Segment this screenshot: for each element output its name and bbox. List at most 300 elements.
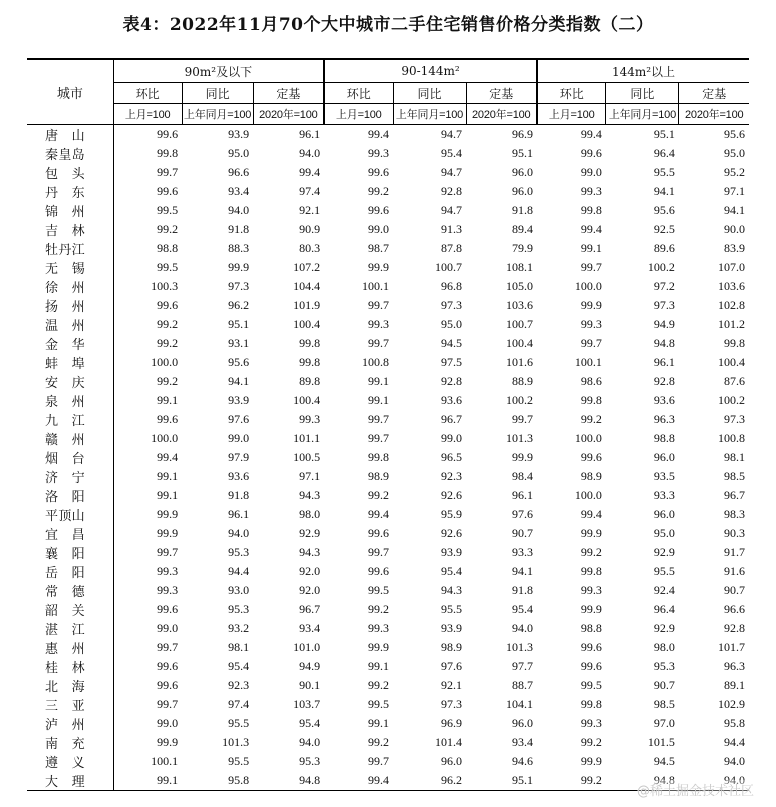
price-index-table: [27, 58, 749, 791]
index-value-cell: 99.9: [368, 260, 390, 274]
index-value-cell: 101.3: [505, 431, 533, 445]
index-value-cell: 104.1: [505, 697, 533, 711]
index-value-cell: 92.6: [441, 488, 463, 502]
index-value-cell: 98.8: [157, 241, 179, 255]
city-cell: 襄阳: [27, 543, 113, 562]
index-value-cell: 99.4: [580, 222, 602, 236]
index-value-cell: 96.8: [441, 279, 463, 293]
city-cell: 蚌埠: [27, 353, 113, 372]
index-value-cell: 99.4: [368, 127, 390, 141]
index-value-cell: 91.8: [228, 222, 250, 236]
index-value-cell: 92.0: [299, 564, 321, 578]
city-cell: 包头: [27, 163, 113, 182]
index-value-cell: 93.4: [299, 621, 321, 635]
table-row: [27, 296, 749, 315]
index-value-cell: 99.6: [157, 184, 179, 198]
index-value-cell: 101.0: [293, 640, 321, 654]
index-value-cell: 94.4: [724, 735, 745, 749]
index-value-cell: 107.0: [718, 260, 745, 274]
index-value-cell: 96.0: [511, 716, 533, 730]
index-value-cell: 93.0: [228, 583, 250, 597]
city-cell: 九江: [27, 410, 113, 429]
index-value-cell: 94.0: [299, 735, 321, 749]
index-value-cell: 92.8: [441, 374, 463, 388]
table-row: [27, 714, 749, 733]
index-value-cell: 94.0: [228, 526, 250, 540]
index-value-cell: 90.7: [653, 678, 675, 692]
index-value-cell: 99.7: [368, 412, 390, 426]
index-value-cell: 96.7: [441, 412, 463, 426]
table-row: [27, 505, 749, 524]
index-value-cell: 100.4: [505, 336, 533, 350]
index-value-cell: 99.3: [157, 564, 179, 578]
table-row: [27, 353, 749, 372]
index-value-cell: 91.8: [228, 488, 250, 502]
index-value-cell: 99.2: [368, 602, 390, 616]
city-cell: 丹东: [27, 182, 113, 201]
index-value-cell: 99.4: [580, 127, 602, 141]
index-value-cell: 101.5: [647, 735, 675, 749]
city-cell: 无锡: [27, 258, 113, 277]
index-value-cell: 99.5: [368, 697, 390, 711]
index-value-cell: 99.2: [368, 488, 390, 502]
index-value-cell: 101.1: [293, 431, 321, 445]
index-value-cell: 99.4: [580, 507, 602, 521]
index-value-cell: 101.3: [222, 735, 250, 749]
table-row: [27, 163, 749, 182]
index-value-cell: 92.6: [441, 526, 463, 540]
index-value-cell: 95.5: [228, 754, 250, 768]
city-cell: 平顶山: [27, 505, 113, 524]
index-value-cell: 94.7: [441, 127, 463, 141]
index-value-cell: 99.3: [157, 583, 179, 597]
table-row: [27, 277, 749, 296]
index-value-cell: 97.3: [653, 298, 675, 312]
index-value-cell: 99.2: [157, 374, 179, 388]
index-value-cell: 99.1: [580, 241, 602, 255]
index-value-cell: 94.0: [228, 203, 250, 217]
index-value-cell: 99.3: [368, 621, 390, 635]
city-cell: 大理: [27, 771, 113, 790]
index-value-cell: 99.2: [157, 317, 179, 331]
index-value-cell: 99.0: [228, 431, 250, 445]
index-value-cell: 98.0: [653, 640, 675, 654]
table-row: [27, 220, 749, 239]
table-row: [27, 562, 749, 581]
index-value-cell: 99.9: [580, 602, 602, 616]
index-value-cell: 97.4: [299, 184, 321, 198]
index-value-cell: 97.3: [724, 412, 745, 426]
index-value-cell: 95.5: [441, 602, 463, 616]
group-header-medium: 90-144m²: [324, 60, 537, 83]
index-value-cell: 95.5: [228, 716, 250, 730]
index-value-cell: 100.7: [435, 260, 463, 274]
index-value-cell: 99.6: [368, 526, 390, 540]
index-value-cell: 99.9: [157, 735, 179, 749]
index-value-cell: 97.1: [724, 184, 745, 198]
index-value-cell: 93.2: [228, 621, 250, 635]
index-value-cell: 91.7: [724, 545, 745, 559]
index-value-cell: 96.0: [511, 165, 533, 179]
index-value-cell: 89.4: [511, 222, 533, 236]
index-value-cell: 99.5: [368, 583, 390, 597]
table-row: [27, 619, 749, 638]
index-value-cell: 99.1: [157, 393, 179, 407]
index-value-cell: 95.1: [511, 773, 533, 787]
index-value-cell: 99.4: [157, 450, 179, 464]
city-cell: 北海: [27, 676, 113, 695]
index-value-cell: 96.4: [653, 146, 675, 160]
index-value-cell: 99.1: [157, 469, 179, 483]
index-value-cell: 99.6: [580, 640, 602, 654]
index-value-cell: 92.4: [653, 583, 675, 597]
city-cell: 三亚: [27, 695, 113, 714]
index-value-cell: 94.3: [441, 583, 463, 597]
index-value-cell: 105.0: [505, 279, 533, 293]
table-row: [27, 638, 749, 657]
index-value-cell: 99.7: [368, 336, 390, 350]
index-value-cell: 100.1: [574, 355, 602, 369]
index-value-cell: 95.6: [653, 203, 675, 217]
table-row: [27, 410, 749, 429]
index-value-cell: 99.8: [580, 697, 602, 711]
index-value-cell: 99.1: [368, 393, 390, 407]
table-row: [27, 733, 749, 752]
group-header-large: 144m²以上: [537, 60, 749, 83]
index-value-cell: 95.0: [724, 146, 745, 160]
table-row: [27, 372, 749, 391]
index-value-cell: 87.6: [724, 374, 745, 388]
index-value-cell: 99.7: [368, 754, 390, 768]
index-value-cell: 100.2: [647, 260, 675, 274]
table-row: [27, 467, 749, 486]
table-row: [27, 125, 749, 145]
index-value-cell: 94.5: [653, 754, 675, 768]
index-value-cell: 98.1: [228, 640, 250, 654]
index-value-cell: 99.8: [580, 393, 602, 407]
index-value-cell: 96.9: [441, 716, 463, 730]
index-value-cell: 95.1: [228, 317, 250, 331]
index-value-cell: 90.1: [299, 678, 321, 692]
index-value-cell: 100.1: [151, 754, 179, 768]
index-value-cell: 99.3: [368, 146, 390, 160]
base-header: 上月=100: [113, 104, 182, 125]
index-value-cell: 92.5: [653, 222, 675, 236]
table-row: [27, 391, 749, 410]
index-value-cell: 95.0: [653, 526, 675, 540]
index-value-cell: 94.0: [299, 146, 321, 160]
city-cell: 烟台: [27, 448, 113, 467]
index-value-cell: 99.8: [299, 336, 321, 350]
index-value-cell: 91.8: [511, 583, 533, 597]
index-value-cell: 92.3: [441, 469, 463, 483]
index-value-cell: 100.8: [362, 355, 390, 369]
index-value-cell: 98.7: [368, 241, 390, 255]
index-value-cell: 92.3: [228, 678, 250, 692]
index-value-cell: 98.9: [441, 640, 463, 654]
city-cell: 惠州: [27, 638, 113, 657]
index-value-cell: 93.9: [441, 621, 463, 635]
index-value-cell: 99.3: [580, 583, 602, 597]
index-value-cell: 96.7: [724, 488, 745, 502]
index-value-cell: 94.8: [299, 773, 321, 787]
index-value-cell: 91.6: [724, 564, 745, 578]
city-cell: 安庆: [27, 372, 113, 391]
table-row: [27, 315, 749, 334]
index-value-cell: 83.9: [724, 241, 745, 255]
index-value-cell: 90.7: [511, 526, 533, 540]
metric-header: 同比: [393, 83, 466, 104]
index-value-cell: 80.3: [299, 241, 321, 255]
index-value-cell: 96.0: [441, 754, 463, 768]
index-value-cell: 100.0: [151, 431, 179, 445]
base-header: 上年同月=100: [182, 104, 253, 125]
table-row: [27, 429, 749, 448]
index-value-cell: 92.9: [299, 526, 321, 540]
index-value-cell: 98.9: [368, 469, 390, 483]
city-cell: 秦皇岛: [27, 144, 113, 163]
index-value-cell: 99.8: [580, 203, 602, 217]
index-value-cell: 89.8: [299, 374, 321, 388]
index-value-cell: 95.0: [441, 317, 463, 331]
index-value-cell: 108.1: [505, 260, 533, 274]
index-value-cell: 79.9: [511, 241, 533, 255]
city-cell: 洛阳: [27, 486, 113, 505]
city-cell: 南充: [27, 733, 113, 752]
index-value-cell: 99.9: [580, 298, 602, 312]
index-value-cell: 98.8: [580, 621, 602, 635]
base-header: 上年同月=100: [606, 104, 679, 125]
index-value-cell: 97.7: [511, 659, 533, 673]
index-value-cell: 99.7: [368, 298, 390, 312]
index-value-cell: 101.3: [505, 640, 533, 654]
index-value-cell: 99.4: [368, 773, 390, 787]
index-value-cell: 97.5: [441, 355, 463, 369]
city-cell: 唐山: [27, 125, 113, 145]
index-value-cell: 99.7: [368, 431, 390, 445]
index-value-cell: 91.3: [441, 222, 463, 236]
index-value-cell: 94.0: [511, 621, 533, 635]
index-value-cell: 99.7: [580, 336, 602, 350]
index-value-cell: 90.3: [724, 526, 745, 540]
index-value-cell: 99.9: [228, 260, 250, 274]
index-value-cell: 100.8: [718, 431, 745, 445]
index-value-cell: 94.1: [511, 564, 533, 578]
index-value-cell: 94.0: [724, 773, 745, 787]
table-row: [27, 201, 749, 220]
index-value-cell: 95.9: [441, 507, 463, 521]
index-value-cell: 100.0: [574, 279, 602, 293]
index-value-cell: 99.8: [299, 355, 321, 369]
city-cell: 岳阳: [27, 562, 113, 581]
table-row: [27, 524, 749, 543]
index-value-cell: 96.2: [441, 773, 463, 787]
index-value-cell: 99.6: [368, 564, 390, 578]
index-value-cell: 91.8: [511, 203, 533, 217]
index-value-cell: 99.9: [157, 526, 179, 540]
index-value-cell: 99.6: [157, 127, 179, 141]
base-header: 上年同月=100: [393, 104, 466, 125]
index-value-cell: 93.6: [441, 393, 463, 407]
table-row: [27, 581, 749, 600]
city-cell: 金华: [27, 334, 113, 353]
index-value-cell: 100.0: [574, 431, 602, 445]
index-value-cell: 100.3: [151, 279, 179, 293]
index-value-cell: 100.0: [574, 488, 602, 502]
index-value-cell: 98.5: [653, 697, 675, 711]
index-value-cell: 93.5: [653, 469, 675, 483]
index-value-cell: 90.7: [724, 583, 745, 597]
index-value-cell: 92.1: [299, 203, 321, 217]
index-value-cell: 99.6: [157, 602, 179, 616]
city-cell: 桂林: [27, 657, 113, 676]
index-value-cell: 95.1: [511, 146, 533, 160]
index-value-cell: 94.8: [653, 336, 675, 350]
index-value-cell: 104.4: [293, 279, 321, 293]
index-value-cell: 92.9: [653, 621, 675, 635]
index-value-cell: 99.3: [580, 317, 602, 331]
table-row: [27, 258, 749, 277]
index-value-cell: 95.3: [299, 754, 321, 768]
index-value-cell: 102.8: [718, 298, 745, 312]
index-value-cell: 94.3: [299, 488, 321, 502]
index-value-cell: 90.0: [724, 222, 745, 236]
table-row: [27, 448, 749, 467]
index-value-cell: 95.4: [228, 659, 250, 673]
city-cell: 湛江: [27, 619, 113, 638]
city-cell: 徐州: [27, 277, 113, 296]
index-value-cell: 99.6: [157, 298, 179, 312]
index-value-cell: 97.4: [228, 697, 250, 711]
index-value-cell: 99.2: [368, 678, 390, 692]
index-value-cell: 99.7: [511, 412, 533, 426]
index-value-cell: 97.6: [228, 412, 250, 426]
index-value-cell: 100.4: [293, 317, 321, 331]
index-value-cell: 99.3: [580, 716, 602, 730]
index-value-cell: 95.5: [653, 165, 675, 179]
city-cell: 温州: [27, 315, 113, 334]
city-cell: 遵义: [27, 752, 113, 771]
index-value-cell: 99.2: [580, 773, 602, 787]
metric-header: 同比: [606, 83, 679, 104]
table-row: [27, 239, 749, 258]
index-value-cell: 96.6: [228, 165, 250, 179]
index-value-cell: 96.1: [299, 127, 321, 141]
index-value-cell: 99.6: [157, 659, 179, 673]
index-value-cell: 97.0: [653, 716, 675, 730]
index-value-cell: 95.8: [724, 716, 745, 730]
index-value-cell: 95.4: [441, 564, 463, 578]
index-value-cell: 98.8: [653, 431, 675, 445]
index-value-cell: 101.9: [293, 298, 321, 312]
index-value-cell: 99.5: [157, 260, 179, 274]
index-value-cell: 100.4: [293, 393, 321, 407]
index-value-cell: 92.8: [441, 184, 463, 198]
index-value-cell: 98.3: [724, 507, 745, 521]
index-value-cell: 95.4: [441, 146, 463, 160]
index-value-cell: 99.8: [157, 146, 179, 160]
index-value-cell: 100.2: [718, 393, 745, 407]
index-value-cell: 94.5: [441, 336, 463, 350]
metric-header: 同比: [182, 83, 253, 104]
table-row: [27, 182, 749, 201]
metric-header: 环比: [113, 83, 182, 104]
index-value-cell: 97.3: [228, 279, 250, 293]
table-title: 表4：2022年11月70个大中城市二手住宅销售价格分类指数（二）: [122, 15, 654, 35]
index-value-cell: 96.0: [653, 450, 675, 464]
index-value-cell: 99.3: [299, 412, 321, 426]
index-value-cell: 99.1: [368, 374, 390, 388]
index-value-cell: 99.6: [580, 450, 602, 464]
index-value-cell: 94.8: [653, 773, 675, 787]
index-value-cell: 99.9: [368, 640, 390, 654]
index-value-cell: 100.2: [505, 393, 533, 407]
table-row: [27, 600, 749, 619]
base-header: 上月=100: [324, 104, 393, 125]
city-cell: 扬州: [27, 296, 113, 315]
index-value-cell: 99.9: [580, 754, 602, 768]
index-value-cell: 95.2: [724, 165, 745, 179]
index-value-cell: 98.6: [580, 374, 602, 388]
index-value-cell: 99.7: [580, 260, 602, 274]
index-value-cell: 94.3: [299, 545, 321, 559]
index-value-cell: 99.1: [368, 659, 390, 673]
index-value-cell: 102.9: [718, 697, 745, 711]
index-value-cell: 96.0: [653, 507, 675, 521]
index-value-cell: 95.6: [724, 127, 745, 141]
index-value-cell: 101.4: [435, 735, 463, 749]
index-value-cell: 95.1: [653, 127, 675, 141]
metric-header: 环比: [324, 83, 393, 104]
index-value-cell: 99.7: [157, 165, 179, 179]
index-value-cell: 99.6: [157, 412, 179, 426]
city-cell: 泸州: [27, 714, 113, 733]
index-value-cell: 93.9: [441, 545, 463, 559]
index-value-cell: 96.5: [441, 450, 463, 464]
index-value-cell: 94.7: [441, 203, 463, 217]
table-row: [27, 657, 749, 676]
index-value-cell: 94.1: [228, 374, 250, 388]
metric-header: 定基: [679, 83, 749, 104]
index-value-cell: 99.9: [157, 507, 179, 521]
index-value-cell: 96.3: [724, 659, 745, 673]
index-value-cell: 95.6: [228, 355, 250, 369]
city-cell: 赣州: [27, 429, 113, 448]
index-value-cell: 99.2: [580, 412, 602, 426]
index-value-cell: 99.4: [368, 507, 390, 521]
index-value-cell: 95.3: [228, 602, 250, 616]
index-value-cell: 101.7: [718, 640, 745, 654]
index-value-cell: 95.0: [228, 146, 250, 160]
index-value-cell: 99.6: [157, 678, 179, 692]
index-value-cell: 94.9: [653, 317, 675, 331]
city-cell: 锦州: [27, 201, 113, 220]
index-value-cell: 99.2: [580, 735, 602, 749]
index-value-cell: 99.2: [157, 222, 179, 236]
index-value-cell: 99.6: [580, 659, 602, 673]
index-value-cell: 98.1: [724, 450, 745, 464]
index-value-cell: 99.7: [157, 697, 179, 711]
index-value-cell: 92.9: [653, 545, 675, 559]
base-header: 2020年=100: [679, 104, 749, 125]
group-header-small: 90m²及以下: [113, 60, 324, 83]
watermark: @稀土掘金技术社区: [637, 780, 754, 799]
index-value-cell: 93.1: [228, 336, 250, 350]
index-value-cell: 93.3: [511, 545, 533, 559]
city-cell: 泉州: [27, 391, 113, 410]
table-row: [27, 486, 749, 505]
table-row: [27, 543, 749, 562]
